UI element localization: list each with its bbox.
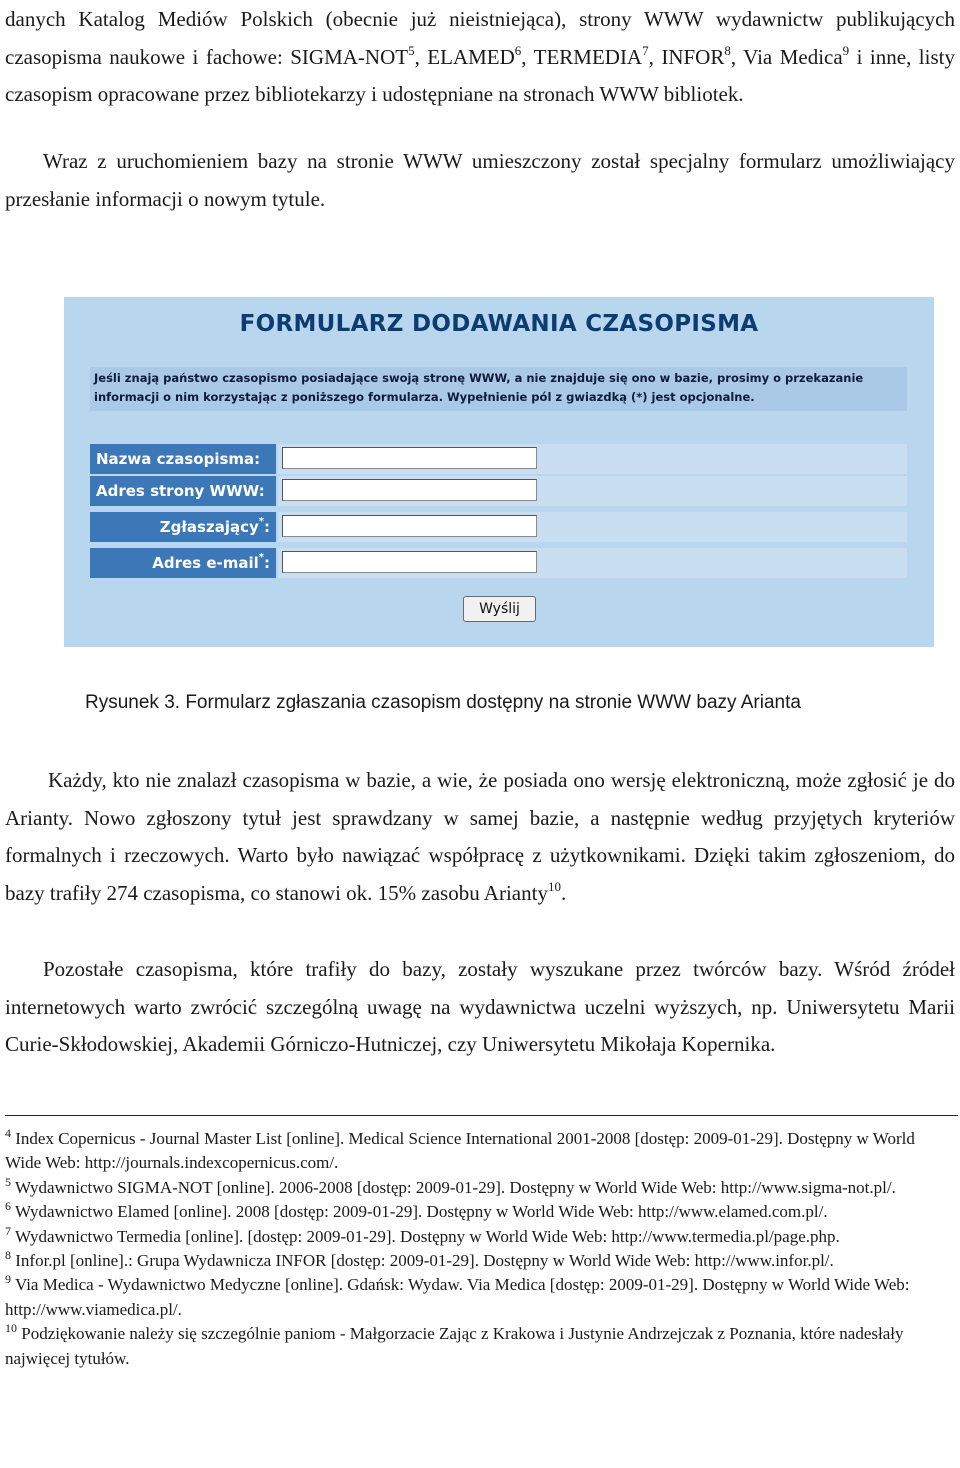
journal-name-label: Nazwa czasopisma: <box>90 444 276 474</box>
optional-star: * <box>258 552 264 563</box>
footnote-text: Infor.pl [online].: Grupa Wydawnicza INFOR [dostęp: 2009-01-29]. Dostępny w World Wide Web: http://www.infor.pl/. <box>11 1251 834 1271</box>
footnote-text: Index Copernicus - Journal Master List [online]. Medical Science International 2001-2008 [dostęp: 2009-01-29]. Dostępny w World Wide Web: http://journals.indexcopernicus.com/. <box>5 1129 915 1173</box>
footnote-text: Wydawnictwo Termedia [online]. [dostęp: 2009-01-29]. Dostępny w World Wide Web: http://www.termedia.pl/page.php. <box>11 1226 840 1246</box>
footnote-text: Wydawnictwo SIGMA-NOT [online]. 2006-2008 [dostęp: 2009-01-29]. Dostępny w World Wide Web: http://www.sigma-not.pl/. <box>11 1177 896 1197</box>
footnote-number: 7 <box>5 1223 11 1238</box>
footnote-ref-6[interactable]: 6 <box>514 42 522 58</box>
intro-text: danych Katalog Mediów Polskich (obecnie już nieistniejąca), strony WWW wydawnictw publikujących czasopisma naukowe i fachowe: SIGMA-NOT <box>5 7 955 69</box>
journal-submission-form <box>64 297 934 647</box>
submitter-cell <box>278 512 907 542</box>
email-cell <box>278 548 907 578</box>
intro-text: , ELAMED <box>414 44 515 69</box>
form-row-submitter <box>90 512 907 542</box>
footnote-ref-9[interactable]: 9 <box>842 42 850 58</box>
submit-button[interactable]: Wyślij <box>463 596 536 622</box>
submitter-label <box>90 512 276 542</box>
footnote-6 <box>5 1200 950 1224</box>
footnote-ref-8[interactable]: 8 <box>724 42 731 58</box>
footnote-text: Podziękowanie należy się szczególnie paniom - Małgorzacie Zając z Krakowa i Justynie Andrzejczak z Poznania, które nadesłały najwięcej tytułów. <box>5 1324 904 1368</box>
intro-text: i inne, listy czasopism opracowane przez bibliotekarzy i udostępniane na stronach WWW bibliotek. <box>5 44 955 106</box>
footnote-5 <box>5 1176 950 1200</box>
footnote-number: 5 <box>5 1174 11 1189</box>
footnote-number: 9 <box>5 1272 11 1287</box>
footnote-text: Via Medica - Wydawnictwo Medyczne [online]. Gdańsk: Wydaw. Via Medica [dostęp: 2009-01-29]. Dostępny w World Wide Web: http://www.viamedica.pl/. <box>5 1275 910 1319</box>
footnote-number: 6 <box>5 1199 11 1214</box>
submitter-label-text: Zgłaszający <box>159 518 259 536</box>
submissions-text-end: . <box>560 880 567 905</box>
form-row-website <box>90 476 907 506</box>
footnotes <box>5 1127 950 1371</box>
figure-caption: Rysunek 3. Formularz zgłaszania czasopism dostępny na stronie WWW bazy Arianta <box>85 692 801 713</box>
footnote-10 <box>5 1322 950 1371</box>
footnote-number: 8 <box>5 1248 11 1263</box>
footnote-ref-7[interactable]: 7 <box>642 42 649 58</box>
footnote-4 <box>5 1127 950 1176</box>
form-notice: Jeśli znają państwo czasopismo posiadające swoją stronę WWW, a nie znajduje się ono w bazie, prosimy o przekazanie informacji o nim korzystając z poniższego formularza. Wypełnienie pól z gwiazdką (*) jest opcjonalne. <box>90 367 907 411</box>
sources-text: Pozostałe czasopisma, które trafiły do bazy, zostały wyszukane przez twórców bazy. Wśród źródeł internetowych warto zwrócić szczególną uwagę na wydawnictwa uczelni wyższych, np. Uniwersytetu Marii Curie-Skłodowskiej, Akademii Górniczo-Hutniczej, czy Uniwersytetu Mikołaja Kopernika. <box>5 957 955 1056</box>
footnote-ref-5[interactable]: 5 <box>408 42 415 58</box>
footnote-divider <box>5 1115 958 1116</box>
email-label-text: Adres e-mail <box>152 554 259 572</box>
intro-text: , Via Medica <box>730 44 843 69</box>
footnote-9 <box>5 1273 950 1322</box>
intro-paragraph <box>5 1 955 114</box>
website-cell <box>278 476 907 506</box>
footnote-ref-10[interactable]: 10 <box>547 878 561 894</box>
intro-text: , TERMEDIA <box>521 44 643 69</box>
footnote-7 <box>5 1225 950 1249</box>
form-intro-text: Wraz z uruchomieniem bazy na stronie WWW umieszczony został specjalny formularz umożliwiający przesłanie informacji o nowym tytule. <box>5 149 955 211</box>
submissions-text: Każdy, kto nie znalazł czasopisma w bazie, a wie, że posiada ono wersję elektroniczną, może zgłosić je do Arianty. Nowo zgłoszony tytuł jest sprawdzany w samej bazie, a następnie według przyjętych kryteriów formalnych i rzeczowych. Warto było nawiązać współpracę z użytkownikami. Dzięki takim zgłoszeniom, do bazy trafiły 274 czasopisma, co stanowi ok. 15% zasobu Arianty <box>5 768 955 905</box>
website-label: Adres strony WWW: <box>90 476 276 506</box>
footnote-text: Wydawnictwo Elamed [online]. 2008 [dostęp: 2009-01-29]. Dostępny w World Wide Web: http://www.elamed.com.pl/. <box>11 1202 828 1222</box>
optional-star: * <box>258 516 264 527</box>
journal-name-cell <box>278 444 907 474</box>
footnote-number: 4 <box>5 1126 11 1140</box>
intro-text: , INFOR <box>648 44 725 69</box>
email-colon: : <box>264 554 270 572</box>
footnote-8 <box>5 1249 950 1273</box>
footnote-number: 10 <box>5 1321 17 1336</box>
email-input[interactable] <box>282 551 537 573</box>
email-label <box>90 548 276 578</box>
form-intro-paragraph <box>5 143 955 218</box>
form-title: FORMULARZ DODAWANIA CZASOPISMA <box>239 311 759 337</box>
sources-paragraph <box>5 951 955 1064</box>
form-row-journal-name <box>90 444 907 474</box>
submissions-paragraph <box>5 762 955 912</box>
submitter-colon: : <box>264 518 270 536</box>
form-row-email <box>90 548 907 578</box>
submitter-input[interactable] <box>282 515 537 537</box>
journal-name-input[interactable] <box>282 447 537 469</box>
website-input[interactable] <box>282 479 537 501</box>
